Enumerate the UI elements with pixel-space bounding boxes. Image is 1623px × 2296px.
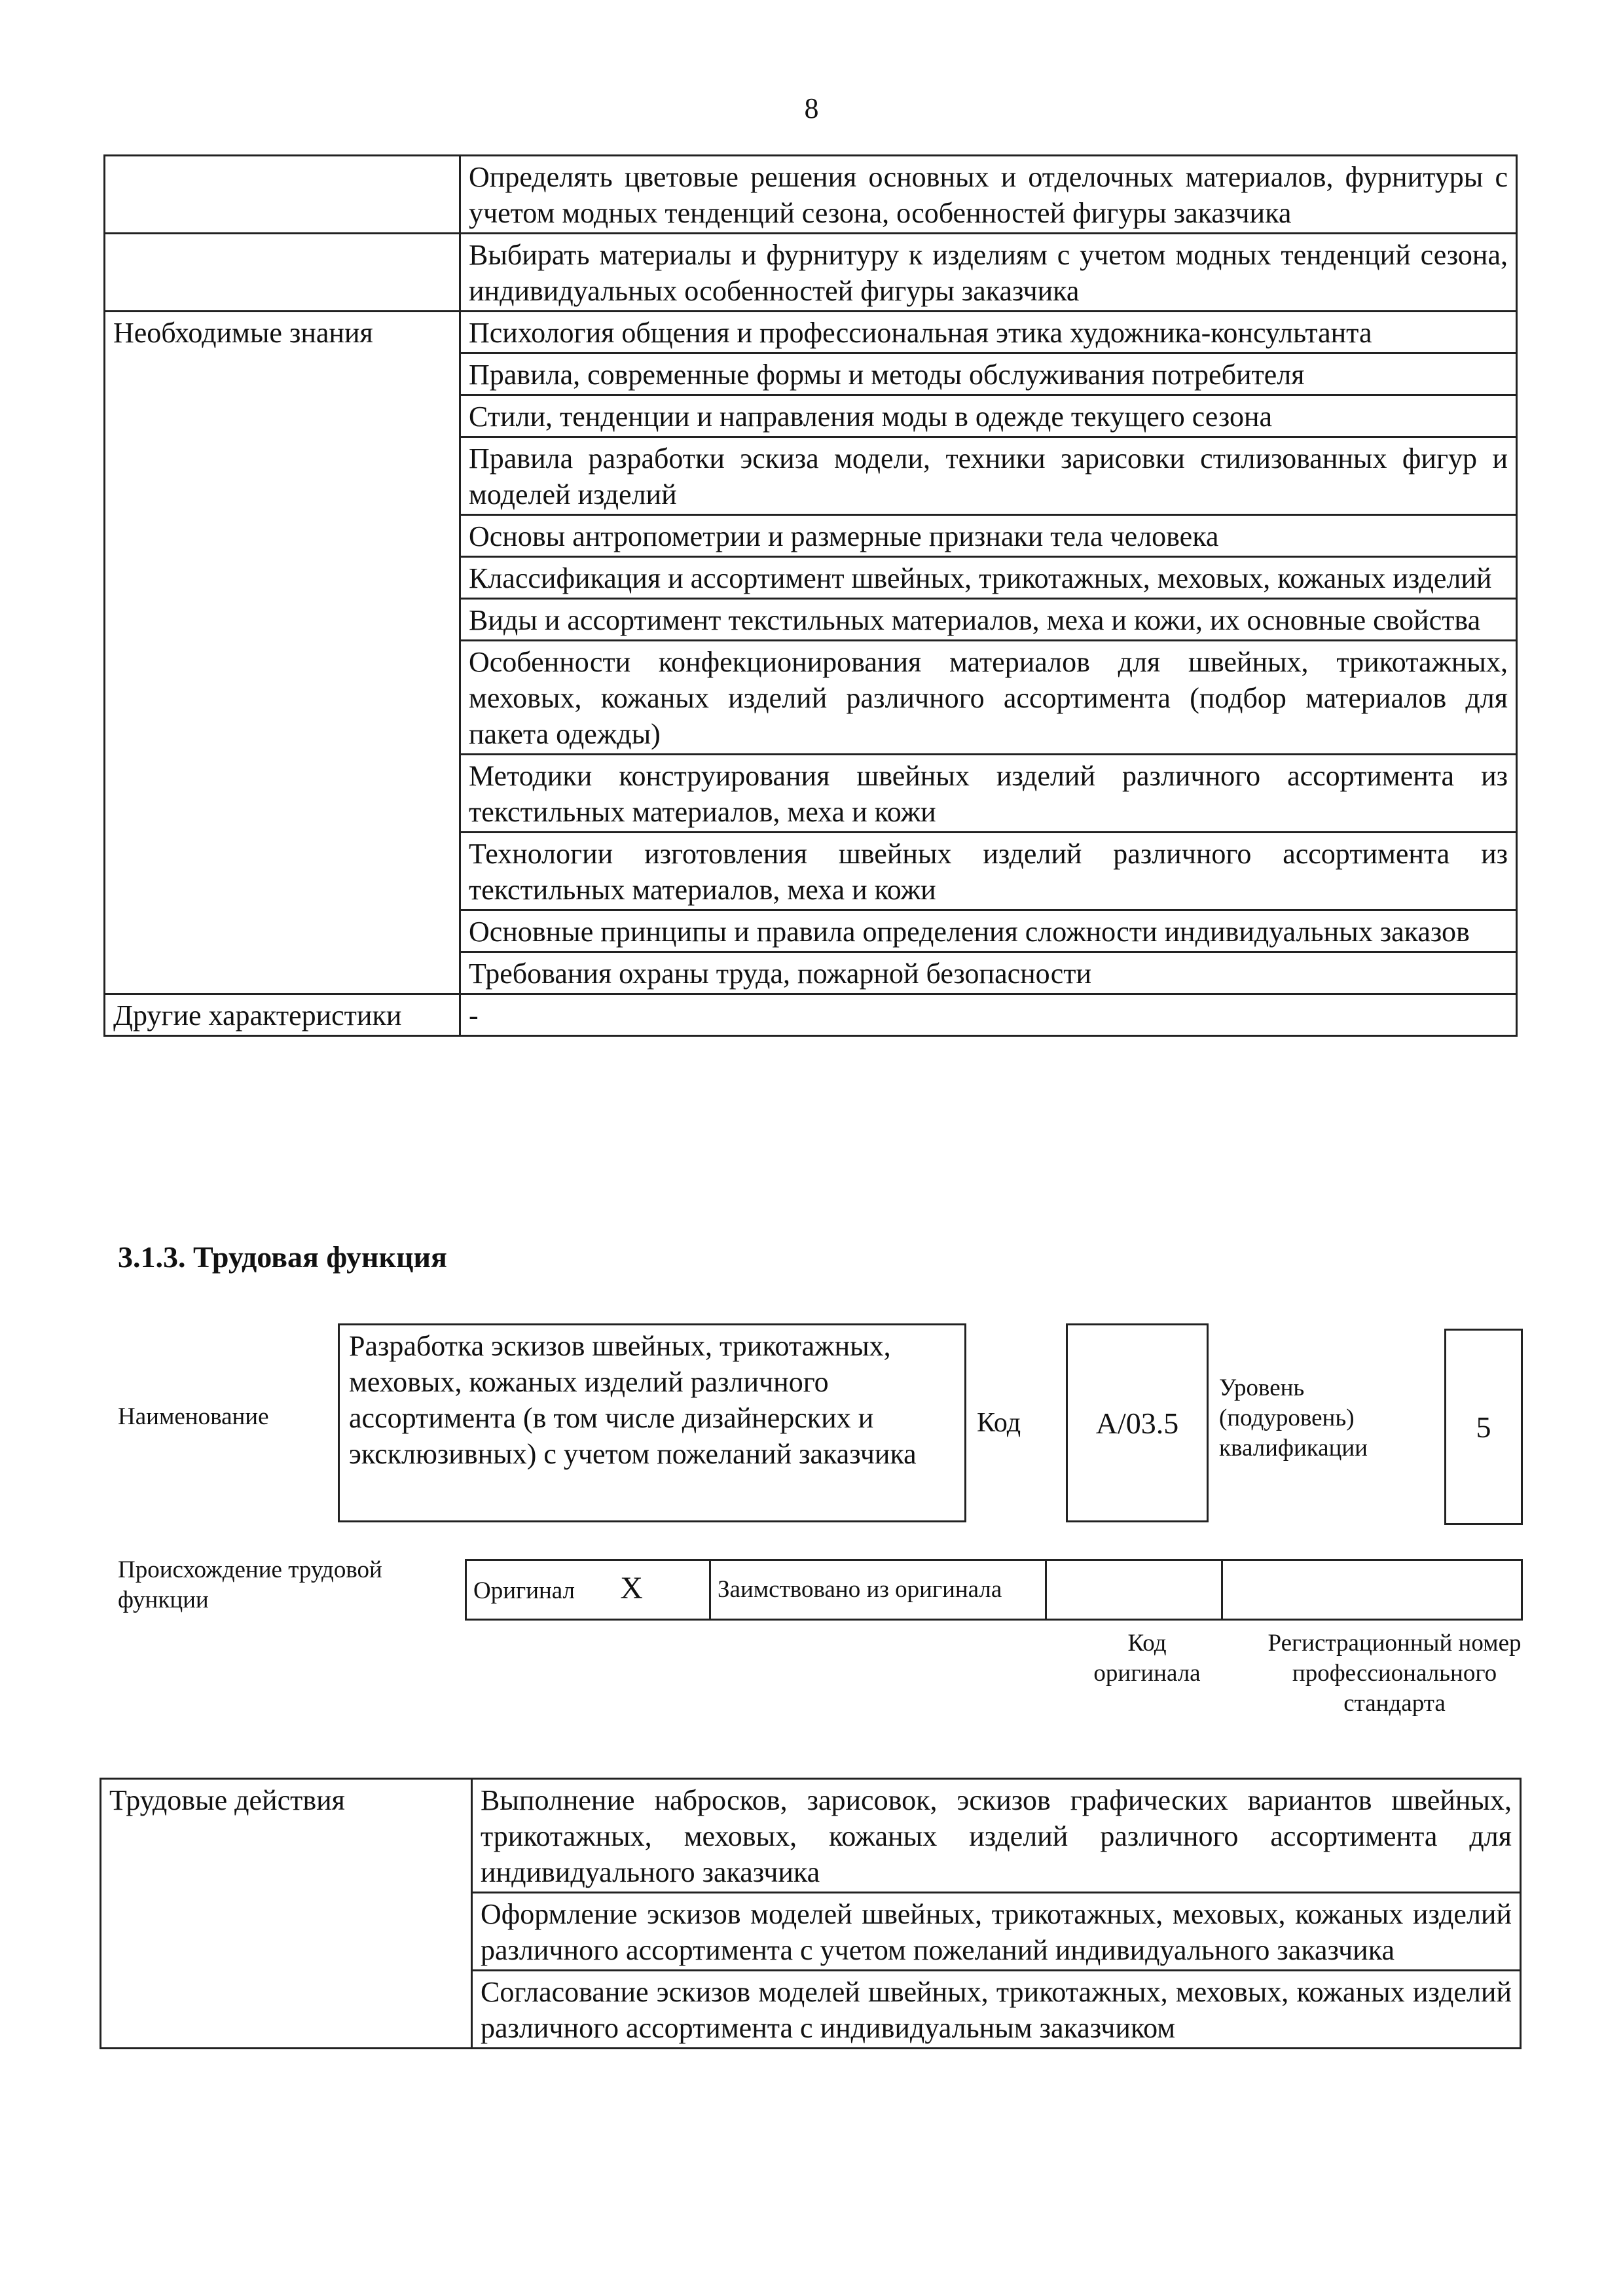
knowledge-item: Методики конструирования швейных изделий различного ассортимента из текстильных материалов, меха и кожи	[460, 755, 1517, 833]
code-label: Код	[977, 1408, 1021, 1438]
knowledge-item: Особенности конфекционирования материалов для швейных, трикотажных, меховых, кожаных изделий различного ассортимента (подбор материалов для пакета одежды)	[460, 641, 1517, 755]
other-value: -	[460, 994, 1517, 1036]
origin-table	[465, 1559, 1523, 1621]
knowledge-item: Стили, тенденции и направления моды в одежде текущего сезона	[460, 395, 1517, 437]
level-value: 5	[1476, 1410, 1491, 1444]
code-value: A/03.5	[1095, 1406, 1179, 1440]
table-row	[105, 234, 1517, 312]
knowledge-item: Психология общения и профессиональная этика художника-консультанта	[460, 312, 1517, 353]
labor-actions-label: Трудовые действия	[101, 1779, 472, 2049]
section-title: 3.1.3. Трудовая функция	[118, 1240, 447, 1274]
row-value: Определять цветовые решения основных и отделочных материалов, фурнитуры с учетом модных тенденций сезона, особенностей фигуры заказчика	[460, 156, 1517, 234]
reg-number-cell	[1222, 1560, 1522, 1620]
knowledge-item: Основные принципы и правила определения сложности индивидуальных заказов	[460, 910, 1517, 952]
skills-knowledge-table	[103, 154, 1518, 1037]
other-label: Другие характеристики	[105, 994, 460, 1036]
labor-action-item: Согласование эскизов моделей швейных, трикотажных, меховых, кожаных изделий различного ассортимента с индивидуальным заказчиком	[472, 1971, 1521, 2049]
level-label: Уровень (подуровень) квалификации	[1219, 1374, 1368, 1462]
table-row	[105, 994, 1517, 1036]
page-number: 8	[804, 92, 819, 124]
row-value: Выбирать материалы и фурнитуру к изделиям с учетом модных тенденций сезона, индивидуальных особенностей фигуры заказчика	[460, 234, 1517, 312]
labor-actions-table	[100, 1778, 1522, 2049]
table-row	[105, 156, 1517, 234]
reg-number-label: Регистрационный номер профессионального стандарта	[1267, 1630, 1522, 1717]
knowledge-label: Необходимые знания	[105, 312, 460, 994]
row-label	[105, 234, 460, 312]
knowledge-item: Классификация и ассортимент швейных, трикотажных, меховых, кожаных изделий	[460, 557, 1517, 599]
original-label: Оригинал	[473, 1577, 575, 1604]
labor-action-item: Оформление эскизов моделей швейных, трикотажных, меховых, кожаных изделий различного ассортимента с учетом пожеланий индивидуального заказчика	[472, 1893, 1521, 1971]
borrowed-cell	[710, 1560, 1046, 1620]
original-mark: X	[620, 1571, 643, 1605]
name-label: Наименование	[118, 1403, 269, 1430]
knowledge-item: Правила, современные формы и методы обслуживания потребителя	[460, 353, 1517, 395]
knowledge-item: Технологии изготовления швейных изделий различного ассортимента из текстильных материалов, меха и кожи	[460, 833, 1517, 910]
level-box	[1444, 1329, 1523, 1525]
knowledge-item: Требования охраны труда, пожарной безопасности	[460, 952, 1517, 994]
table-row	[101, 1779, 1521, 1893]
code-orig-cell	[1046, 1560, 1222, 1620]
table-row	[105, 312, 1517, 353]
function-name-value: Разработка эскизов швейных, трикотажных, меховых, кожаных изделий различного ассортимента (в том числе дизайнерских и эксклюзивных) с учетом пожеланий заказчика	[349, 1330, 917, 1470]
knowledge-item: Основы антропометрии и размерные признаки тела человека	[460, 515, 1517, 557]
labor-action-item: Выполнение набросков, зарисовок, эскизов графических вариантов швейных, трикотажных, меховых, кожаных изделий различного ассортимента для индивидуального заказчика	[472, 1779, 1521, 1893]
knowledge-item: Правила разработки эскиза модели, техники зарисовки стилизованных фигур и моделей изделий	[460, 437, 1517, 515]
function-name-box	[338, 1323, 966, 1522]
code-orig-label: Код оригинала	[1093, 1630, 1201, 1687]
origin-label: Происхождение трудовой функции	[118, 1556, 382, 1613]
borrowed-label: Заимствовано из оригинала	[718, 1576, 1002, 1603]
code-box	[1066, 1323, 1209, 1522]
knowledge-item: Виды и ассортимент текстильных материалов, меха и кожи, их основные свойства	[460, 599, 1517, 641]
original-cell	[466, 1560, 710, 1620]
row-label	[105, 156, 460, 234]
